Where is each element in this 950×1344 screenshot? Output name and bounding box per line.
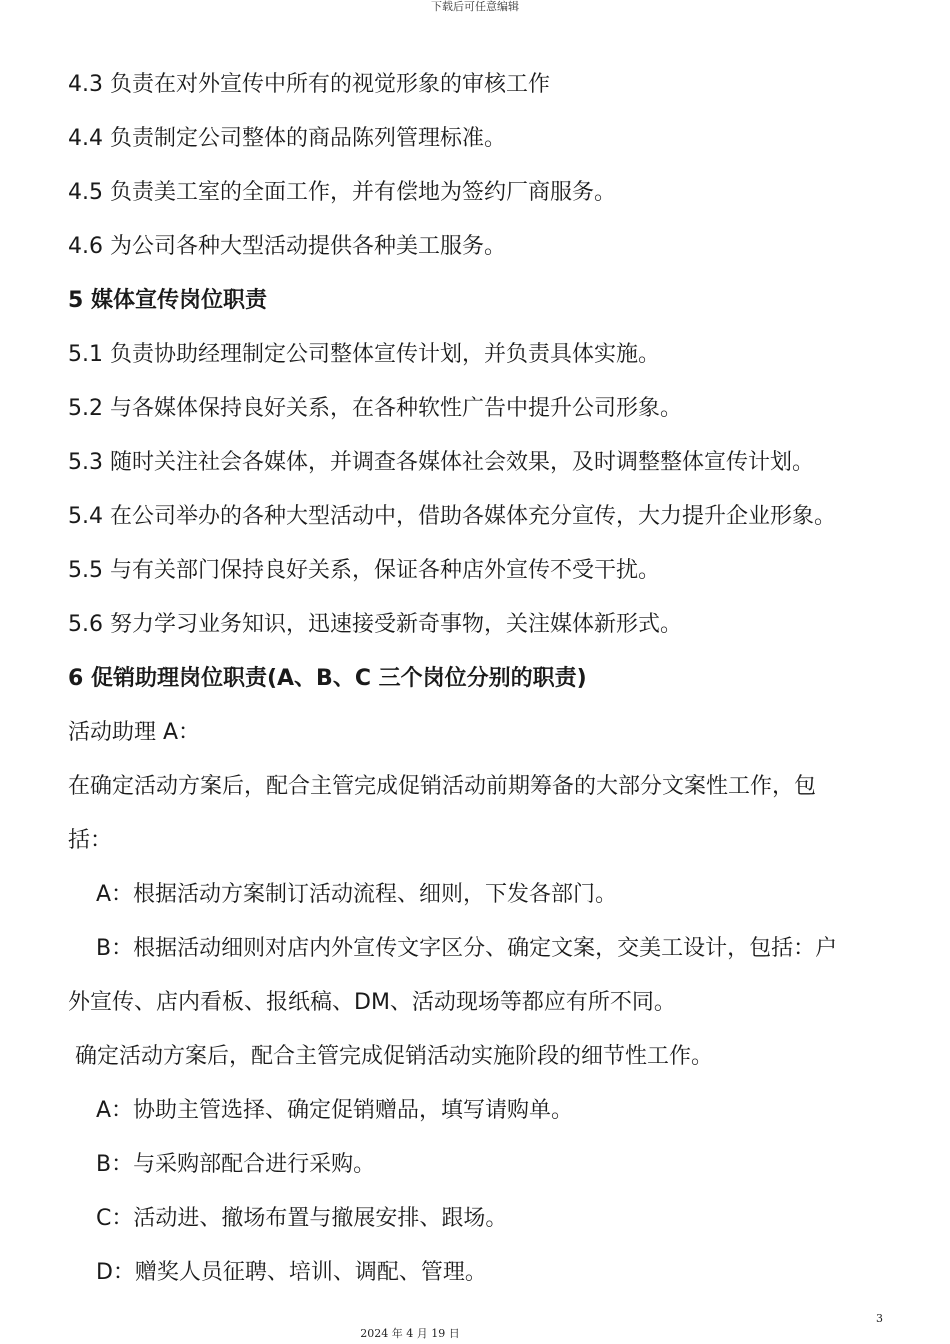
section-heading-5: 5 媒体宣传岗位职责 <box>68 288 267 313</box>
paragraph-5-4: 5.4 在公司举办的各种大型活动中，借助各媒体充分宣传，大力提升企业形象。 <box>68 504 836 529</box>
list-item-a-gifts: A：协助主管选择、确定促销赠品，填写请购单。 <box>68 1098 574 1123</box>
paragraph-4-6: 4.6 为公司各种大型活动提供各种美工服务。 <box>68 234 506 259</box>
paragraph-4-5: 4.5 负责美工室的全面工作，并有偿地为签约厂商服务。 <box>68 180 616 205</box>
list-item-b-copy: B：根据活动细则对店内外宣传文字区分、确定文案，交美工设计，包括：户 <box>68 936 838 961</box>
paragraph-5-1: 5.1 负责协助经理制定公司整体宣传计划，并负责具体实施。 <box>68 342 660 367</box>
paragraph-4-4: 4.4 负责制定公司整体的商品陈列管理标准。 <box>68 126 506 151</box>
paragraph-5-2: 5.2 与各媒体保持良好关系，在各种软性广告中提升公司形象。 <box>68 396 682 421</box>
assistant-a-label: 活动助理 A： <box>68 720 201 745</box>
footer-date: 2024 年 4 月 19 日 <box>360 1327 460 1340</box>
list-item-b-purchase: B：与采购部配合进行采购。 <box>68 1152 376 1177</box>
paragraph-5-5: 5.5 与有关部门保持良好关系，保证各种店外宣传不受干扰。 <box>68 558 660 583</box>
paragraph-5-6: 5.6 努力学习业务知识，迅速接受新奇事物，关注媒体新形式。 <box>68 612 682 637</box>
list-item-a-process: A：根据活动方案制订活动流程、细则，下发各部门。 <box>68 882 618 907</box>
section-heading-6: 6 促销助理岗位职责(A、B、C 三个岗位分别的职责) <box>68 666 587 691</box>
paragraph-5-3: 5.3 随时关注社会各媒体，并调查各媒体社会效果，及时调整整体宣传计划。 <box>68 450 814 475</box>
page-number: 3 <box>876 1312 883 1325</box>
list-item-d-staff: D：赠奖人员征聘、培训、调配、管理。 <box>68 1260 487 1285</box>
header-note: 下载后可任意编辑 <box>431 0 519 13</box>
paragraph-prep-work-cont: 括： <box>68 828 113 853</box>
paragraph-4-3: 4.3 负责在对外宣传中所有的视觉形象的审核工作 <box>68 72 550 97</box>
paragraph-execution: 确定活动方案后，配合主管完成促销活动实施阶段的细节性工作。 <box>68 1044 713 1069</box>
list-item-b-copy-cont: 外宣传、店内看板、报纸稿、DM、活动现场等都应有所不同。 <box>68 990 676 1015</box>
list-item-c-setup: C：活动进、撤场布置与撤展安排、跟场。 <box>68 1206 508 1231</box>
paragraph-prep-work: 在确定活动方案后，配合主管完成促销活动前期筹备的大部分文案性工作，包 <box>68 774 817 799</box>
